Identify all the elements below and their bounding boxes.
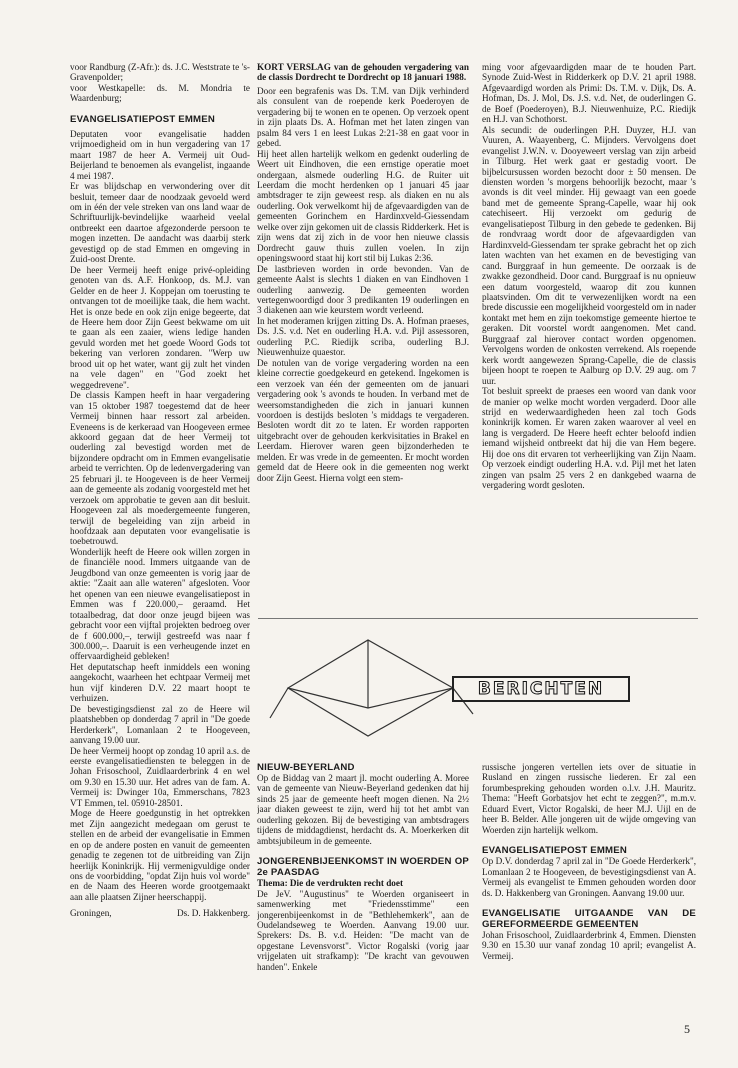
heading-evangelisatie-uitgaande: EVANGELISATIE UITGAANDE VAN DE GEREFORMEERDE GEMEENTEN — [482, 907, 696, 930]
page-number: 5 — [684, 1022, 690, 1036]
signature-name: Ds. D. Hakkenberg. — [176, 908, 250, 919]
paragraph: De classis Kampen heeft in haar vergadering van 15 oktober 1987 toegestemd dat de heer Vermeij binnen haar ressort zal arbeiden. Eveneens is de kerkeraad van Hoogeveen ermee akkoord gegaan dat de heer Vermeij tot ouderling zal bevestigd worden met de bijzondere opdracht om in Emmen evangelisatie arbeid te verrichten. Op de ledenvergadering van 25 februari jl. te Hoogeveen is de heer Vermeij aan de gemeente als zodanig voorgesteld met het verzoek om approbatie te geven aan dit besluit. Hoogeveen zal als moedergemeente fungeren, terwijl de begeleiding van zijn arbeid in hoofdzaak aan deputaten voor evangelisatie is toebetrouwd. — [70, 390, 250, 547]
column-middle — [257, 62, 469, 610]
heading-evangelisatiepost-emmen: EVANGELISATIEPOST EMMEN — [70, 113, 215, 125]
paragraph: De heer Vermeij hoopt op zondag 10 april a.s. de eerste evangelisatiediensten te beleggen in de Johan Frisoschool, Zuidlaarderbrink 4 en wel om 9.30 en 15.30 uur. Het adres van de fam. A. Vermeij is: Dwinger 10a, Emmerschans, 7823 VT Emmen, tel. 05910-28501. — [70, 745, 250, 808]
column-left — [70, 62, 250, 1022]
heading-kort-verslag: KORT VERSLAG van de gehouden vergadering van de classis Dordrecht te Dordrecht op 18 januari 1988. — [257, 62, 469, 83]
paragraph: Moge de Heere goedgunstig in het optrekken met Zijn aangezicht medegaan om gerust te stellen en de arbeid der evangelisatie in Emmen en op de andere posten en vanuit de gemeenten genadig te zegenen tot de uitbreiding van Zijn heerlijk Koninkrijk. Hij vermenigvuldige onder ons de voorbidding, "opdat Zijn huis vol worde" en de Naam des Heeren worde grootgemaakt aan alle plaatsen Zijner heerschappij. — [70, 808, 250, 902]
paragraph: Hij heet allen hartelijk welkom en gedenkt ouderling de Weert uit Eindhoven, die een ernstige operatie moet ondergaan, alsmede ouderling H.G. de Ruiter uit Leerdam die mocht herdenken op 1 januari 45 jaar ambtsdrager te zijn geweest resp. als diaken en nu als ouderling. Ook verwelkomt hij de afgevaardigden van de gemeenten Gorinchem en Hardinxveld-Giessendam welke over zijn gekomen uit de classis Ridderkerk. Het is zijn wens dat zij zich in de voor hen nieuwe classis Dordrecht gauw thuis zullen voelen. In zijn openingswoord staat hij kort stil bij Lukas 2:36. — [257, 148, 469, 264]
paragraph: Deputaten voor evangelisatie hadden vrijmoedigheid om in hun vergadering van 17 maart 1987 de heer A. Vermeij uit Oud-Beijerland te benoemen als evangelist, ingaande 4 mei 1987. — [70, 128, 250, 181]
column-right-bottom — [482, 762, 696, 1022]
signature-place: Groningen, — [70, 908, 112, 919]
berichten-title-box — [452, 676, 630, 702]
paragraph: ming voor afgevaardigden maar de te houden Part. Synode Zuid-West in Ridderkerk op D.V. 21 april 1988. Afgevaardigd worden als Primi: Ds. T.M. v. Dijk, Ds. A. Hofman, Ds. J. Mol, Ds. J.S. v.d. Net, de ouderlingen G. de Boef (Poederoyen), B.J. Nieuwenhuize, P.C. Riedijk en H.J. van Schothorst. — [482, 62, 696, 125]
paragraph: Het deputatschap heeft inmiddels een woning aangekocht, waarheen het echtpaar Vermeij met hun vijf kinderen D.V. 22 maart hoopt te verhuizen. — [70, 661, 250, 704]
paragraph: De notulen van de vorige vergadering worden na een kleine correctie goedgekeurd en getekend. Ingekomen is een verzoek van één der gemeenten om de januari vergadering ook 's avonds te houden. In verband met de weersomstandigheden die zich in januari kunnen voordoen is destijds besloten 's middags te vergaderen. Besloten wordt dit zo te laten. Er worden rapporten uitgebracht over de gehouden kerkvisitaties in Brakel en Leerdam. Hierover waren geen bijzonderheden te melden. Er was vrede in de gemeenten. Er mocht worden gemeld dat de Heere ook in die gemeenten nog werkt door Zijn Geest. Hierna volgt een stem- — [257, 357, 469, 483]
paragraph: Door een begrafenis was Ds. T.M. van Dijk verhinderd als consulent van de roepende kerk Poederoyen de vergadering bij te wonen en te openen. Op verzoek opent in zijn plaats Ds. A. Hofman met het laten zingen van psalm 84 vers 1 en leest Lukas 2:21-38 en gaat voor in gebed. — [257, 85, 469, 149]
paragraph: Als secundi: de ouderlingen P.H. Duyzer, H.J. van Vuuren, A. Waayenberg, C. Mijnders. Vervolgens doet evangelist J.W.N. v. Dooyeweert verslag van zijn arbeid in Tilburg. Het werk gaat er gestadig voort. De bijbelcursussen worden bezocht door ± 50 mensen. De diensten worden 's morgens behoorlijk bezocht, maar 's avonds is dit veel minder. Hij gewaagt van een goede band met de gemeente Sprang-Capelle, waar hij ook catechiseert. Hij verzoekt om gedurig de evangelisatiepost Tilburg in den gebede te gedenken. Bij de rondvraag wordt door de afgevaardigden van Hardinxveld-Giessendam ter sprake gebracht het op zich laten wachten van het examen en de bevestiging van cand. Burggraaf in hun gemeente. De oorzaak is de zwakke gezondheid. Door cand. Burggraaf is nu opnieuw een datum voorgesteld, waarop dit zou kunnen plaatsvinden. Om dit te verwezenlijken wordt na een brede discussie een mogelijkheid voorgesteld om in nader kontakt met hem en zijn toekomstige gemeente hiertoe te geraken. Dit voorstel wordt aangenomen. Met cand. Burggraaf zal hierover contact worden opgenomen. Vervolgens worden de onkosten verrekend. Als roepende kerk wordt aangewezen Sprang-Capelle, die de classis bijeen hoopt te roepen te Aalburg op D.V. 29 aug. om 7 uur. — [482, 124, 696, 386]
envelope-corner — [270, 688, 473, 718]
paragraph: Tot besluit spreekt de praeses een woord van dank voor de manier op welke mocht worden vergaderd. Door alle strijd en wederwaardigheden heen zal toch Gods koninkrijk komen. Er waren zaken waarover al veel en lang is vergaderd. De Heere heeft echter beloofd indien iemand wijsheid ontbreekt dat hij die van Hem begere. Hij doe ons dit ervaren tot verheerlijking van Zijn Naam. Op verzoek eindigt ouderling H.A. v.d. Pijl met het laten zingen van psalm 25 vers 2 en dankgebed waarna de vergadering wordt gesloten. — [482, 386, 696, 491]
paragraph: Wonderlijk heeft de Heere ook willen zorgen in de financiële nood. Immers uitgaande van de Jeugdbond van onze gemeenten is vorig jaar de aktie: "Zaait aan alle wateren" afgesloten. Voor het openen van een nieuwe evangelisatiepost in Emmen was f 220.000,– geraamd. Het totaalbedrag, dat door onze jeugd bijeen was gebracht voor een vijftal projekten bedroeg over de f 600.000,–, terwijl gestreefd was naar f 300.000,–. Daaruit is een verheugende inzet en offervaardigheid gebleken! — [70, 546, 250, 662]
heading-jongerenbijeenkomst: JONGERENBIJEENKOMST IN WOERDEN OP 2e PAASDAG — [257, 856, 469, 879]
paragraph: Johan Frisoschool, Zuidlaarderbrink 4, Emmen. Diensten 9.30 en 15.30 uur vanaf zondag 10 april; evangelist A. Vermeij. — [482, 929, 696, 961]
column-middle-bottom — [257, 762, 469, 1022]
berichten-title: BERICHTEN — [477, 679, 605, 699]
envelope-fold — [288, 688, 453, 708]
intro-line-2: voor Westkapelle: ds. M. Mondria te Waardenburg; — [70, 82, 250, 104]
column-right — [482, 62, 696, 610]
paragraph: De bevestigingsdienst zal zo de Heere wil plaatshebben op donderdag 7 april in "De goede Herderkerk", Lomanlaan 2 te Hoogeveen, aanvang 19.00 uur. — [70, 703, 250, 746]
paragraph: Er was blijdschap en verwondering over dit besluit, temeer daar de noodzaak gevoeld werd om in één der vele streken van ons land waar de Schriftuurlijk-bevindelijke waarheid veelal ontbreekt een daartoe afgezonderde persoon te mogen inzetten. De aandacht was daarbij sterk gevestigd op de stad Emmen en omgeving in Zuid-oost Drente. — [70, 181, 250, 265]
signature — [70, 908, 250, 918]
paragraph: De JeV. "Augustinus" te Woerden organiseert in samenwerking met "Friedensstimme" een jongerenbijeenkomst in de "Bethlehemkerk", aan de Oudelandseweg te Woerden. Aanvang 19.00 uur. Sprekers: Ds. B. v.d. Heiden: "De macht van de opgestane Levensvorst". Victor Rogalski (vorig jaar vrijgelaten uit strafkamp): "De kracht van gevouwen handen". Enkele — [257, 888, 469, 972]
paragraph: russische jongeren vertellen iets over de situatie in Rusland en zingen russische liederen. Er zal een forumbespreking gehouden worden o.l.v. J.H. Mauritz. Thema: "Heeft Gorbatsjov het echt te zeggen?", m.m.v. Eduard Evert, Victor Rogalski, de heer M.J. Uijl en de heer B. Belder. Alle jongeren uit de wijde omgeving van Woerden zijn hartelijk welkom. — [482, 762, 696, 835]
paragraph: De heer Vermeij heeft enige privé-opleiding genoten van ds. A.F. Honkoop, ds. M.J. van Gelder en de heer J. Koppejan om toerusting te ontvangen tot de moeilijke taak, die hem wacht. Het is onze bede en ook zijn enige begeerte, dat de Heere hem door Zijn Geest bekwame om uit te gaan als een zaaier, wiens ledige handen gevuld worden met het goede Woord Gods tot bekering van verloren zondaren. "Werp uw brood uit op het water, want gij zult het vinden na vele dagen" en "God zoekt het weggedrevene". — [70, 264, 250, 390]
intro-line-1: voor Randburg (Z-Afr.): ds. J.C. Weststrate te 's-Gravenpolder; — [70, 62, 250, 83]
envelope-flap — [288, 640, 453, 736]
paragraph: De lastbrieven worden in orde bevonden. Van de gemeente Aalst is slechts 1 diaken en van Eindhoven 1 ouderling aanwezig. De gemeenten worden vertegenwoordigd door 3 predikanten 19 ouderlingen en 3 diakenen aan wie keurstem wordt verleend. — [257, 263, 469, 316]
paragraph: Op D.V. donderdag 7 april zal in "De Goede Herderkerk", Lomanlaan 2 te Hoogeveen, de bevestigingsdienst van A. Vermeij als evangelist te Emmen gehouden worden door ds. D. Hakkenberg van Groningen. Aanvang 19.00 uur. — [482, 856, 696, 898]
heading-nieuw-beyerland: NIEUW-BEYERLAND — [257, 762, 355, 773]
paragraph: Op de Biddag van 2 maart jl. mocht ouderling A. Moree van de gemeente van Nieuw-Beyerland gedenken dat hij sinds 25 jaar de gemeente heeft mogen dienen. Na 2½ jaar diaken geweest te zijn, werd hij tot het ambt van ouderling gekozen. Bij de bevestiging van ambtsdragers tijdens de middagdienst, herdacht ds. A. Moerkerken dit ambtsjubileum in de gemeente. — [257, 773, 469, 846]
subheading-thema: Thema: Die de verdrukten recht doet — [257, 878, 404, 889]
paragraph: In het moderamen krijgen zitting Ds. A. Hofman praeses, Ds. J.S. v.d. Net en ouderling H.A. v.d. Pijl assessoren, ouderling P.C. Riedijk scriba, ouderling B.J. Nieuwenhuize quaestor. — [257, 315, 469, 358]
heading-evangelisatiepost-emmen-2: EVANGELISATIEPOST EMMEN — [482, 845, 627, 857]
